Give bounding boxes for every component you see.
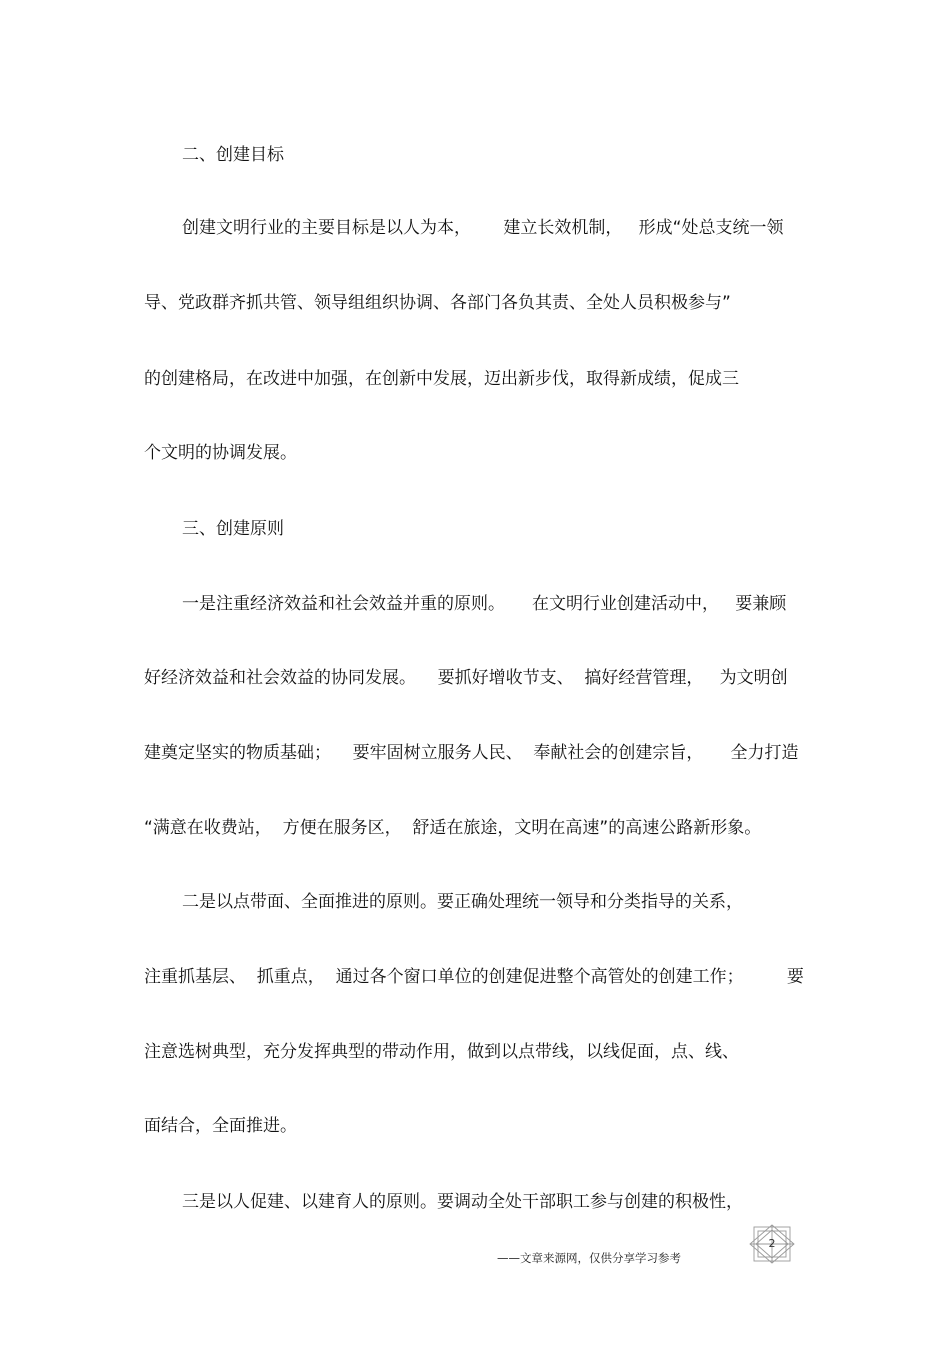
page-number: 2 <box>768 1237 776 1250</box>
section-heading: 二、创建目标 <box>182 145 284 165</box>
paragraph-line: 注意选树典型，充分发挥典型的带动作用，做到以点带线，以线促面，点、线、 <box>144 1042 739 1062</box>
paragraph-line: 导、党政群齐抓共管、领导组组织协调、各部门各负其责、全处人员积极参与” <box>144 293 731 313</box>
paragraph-line: 建奠定坚实的物质基础； 要牢固树立服务人民、 奉献社会的创建宗旨， 全力打造 <box>144 743 799 763</box>
page-number-badge <box>748 1224 796 1264</box>
paragraph-line: 三是以人促建、以建育人的原则。要调动全处干部职工参与创建的积极性， <box>182 1192 743 1212</box>
paragraph-line: 注重抓基层、 抓重点， 通过各个窗口单位的创建促进整个高管处的创建工作； 要 <box>144 967 804 987</box>
paragraph-line: 的创建格局，在改进中加强，在创新中发展，迈出新步伐，取得新成绩，促成三 <box>144 369 739 389</box>
paragraph-line: 面结合，全面推进。 <box>144 1116 297 1136</box>
paragraph-line: 好经济效益和社会效益的协同发展。 要抓好增收节支、 搞好经营管理， 为文明创 <box>144 668 788 688</box>
source-note: ——文章来源网，仅供分享学习参考 <box>497 1251 681 1265</box>
paragraph-line: 二是以点带面、全面推进的原则。要正确处理统一领导和分类指导的关系， <box>182 892 743 912</box>
paragraph-line: “满意在收费站， 方便在服务区， 舒适在旅途，文明在高速”的高速公路新形象。 <box>144 818 762 838</box>
paragraph-line: 一是注重经济效益和社会效益并重的原则。 在文明行业创建活动中， 要兼顾 <box>182 594 787 614</box>
paragraph-line: 个文明的协调发展。 <box>144 443 297 463</box>
section-heading: 三、创建原则 <box>182 519 284 539</box>
paragraph-line: 创建文明行业的主要目标是以人为本， 建立长效机制， 形成“处总支统一领 <box>182 218 784 238</box>
